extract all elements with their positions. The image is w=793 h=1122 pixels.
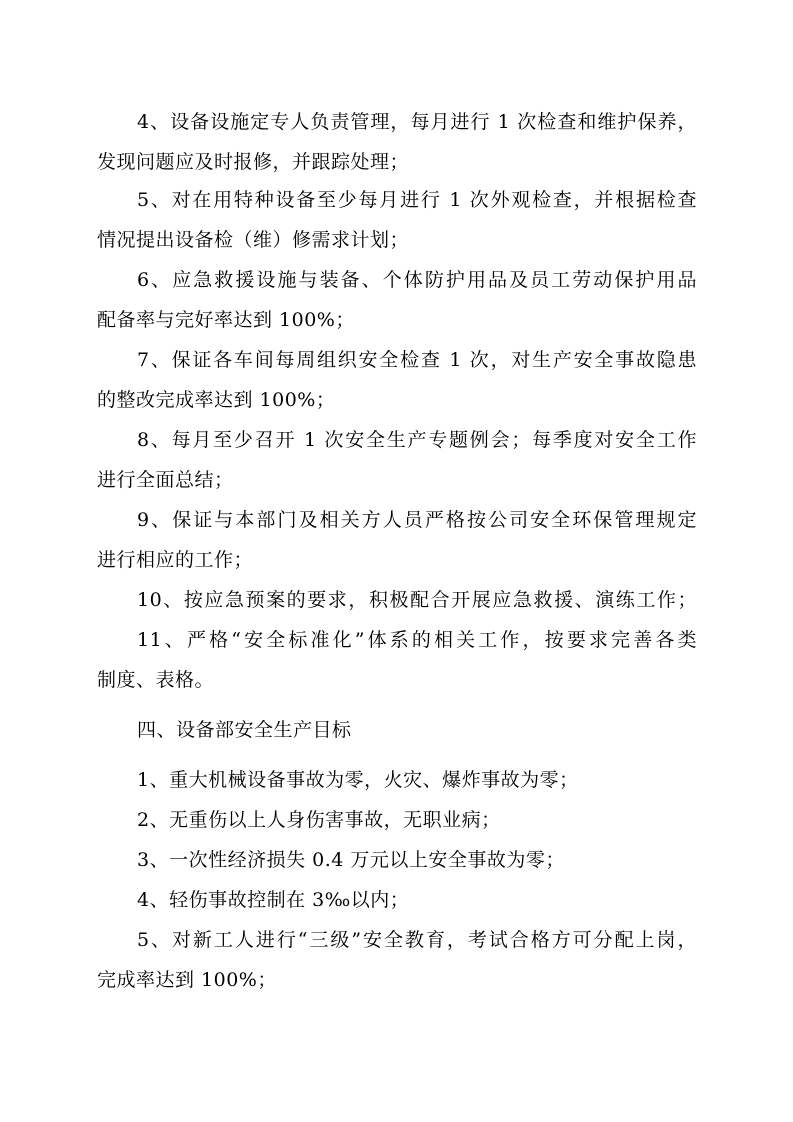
item-8-safety-meeting-line-1: 8、每月至少召开 1 次安全生产专题例会；每季度对安全工作 [137,429,697,451]
item-10-emergency-drill: 10、按应急预案的要求，积极配合开展应急救援、演练工作； [137,589,697,611]
item-6-emergency-equipment-line-2: 配备率与完好率达到 100%； [97,309,355,331]
goal-5-safety-education-line-2: 完成率达到 100%； [97,969,277,991]
goal-4-minor-injury-rate: 4、轻伤事故控制在 3‰以内； [137,889,410,911]
item-5-special-equipment-line-1: 5、对在用特种设备至少每月进行 1 次外观检查，并根据检查 [137,189,697,211]
item-9-management-rules-line-2: 进行相应的工作； [97,549,254,571]
item-11-standardization-line-1: 11、严格“安全标准化”体系的相关工作，按要求完善各类 [137,629,697,651]
item-7-safety-inspection-line-2: 的整改完成率达到 100%； [97,389,336,411]
item-9-management-rules-line-1: 9、保证与本部门及相关方人员严格按公司安全环保管理规定 [137,509,697,531]
item-4-equipment-management-line-1: 4、设备设施定专人负责管理，每月进行 1 次检查和维护保养， [137,111,697,133]
item-8-safety-meeting-line-2: 进行全面总结； [97,469,234,491]
item-6-emergency-equipment-line-1: 6、应急救援设施与装备、个体防护用品及员工劳动保护用品 [137,269,697,291]
item-7-safety-inspection-line-1: 7、保证各车间每周组织安全检查 1 次，对生产安全事故隐患 [137,349,697,371]
item-4-equipment-management-line-2: 发现问题应及时报修，并跟踪处理； [97,151,410,173]
goal-2-no-serious-injury: 2、无重伤以上人身伤害事故，无职业病； [137,809,501,831]
item-5-special-equipment-line-2: 情况提出设备检（维）修需求计划； [97,229,410,251]
goal-3-economic-loss: 3、一次性经济损失 0.4 万元以上安全事故为零； [137,849,565,871]
section-heading-safety-goals: 四、设备部安全生产目标 [137,719,352,741]
goal-1-no-major-accidents: 1、重大机械设备事故为零，火灾、爆炸事故为零； [137,769,579,791]
goal-5-safety-education-line-1: 5、对新工人进行“三级”安全教育，考试合格方可分配上岗， [137,929,697,951]
item-11-standardization-line-2: 制度、表格。 [97,669,215,691]
